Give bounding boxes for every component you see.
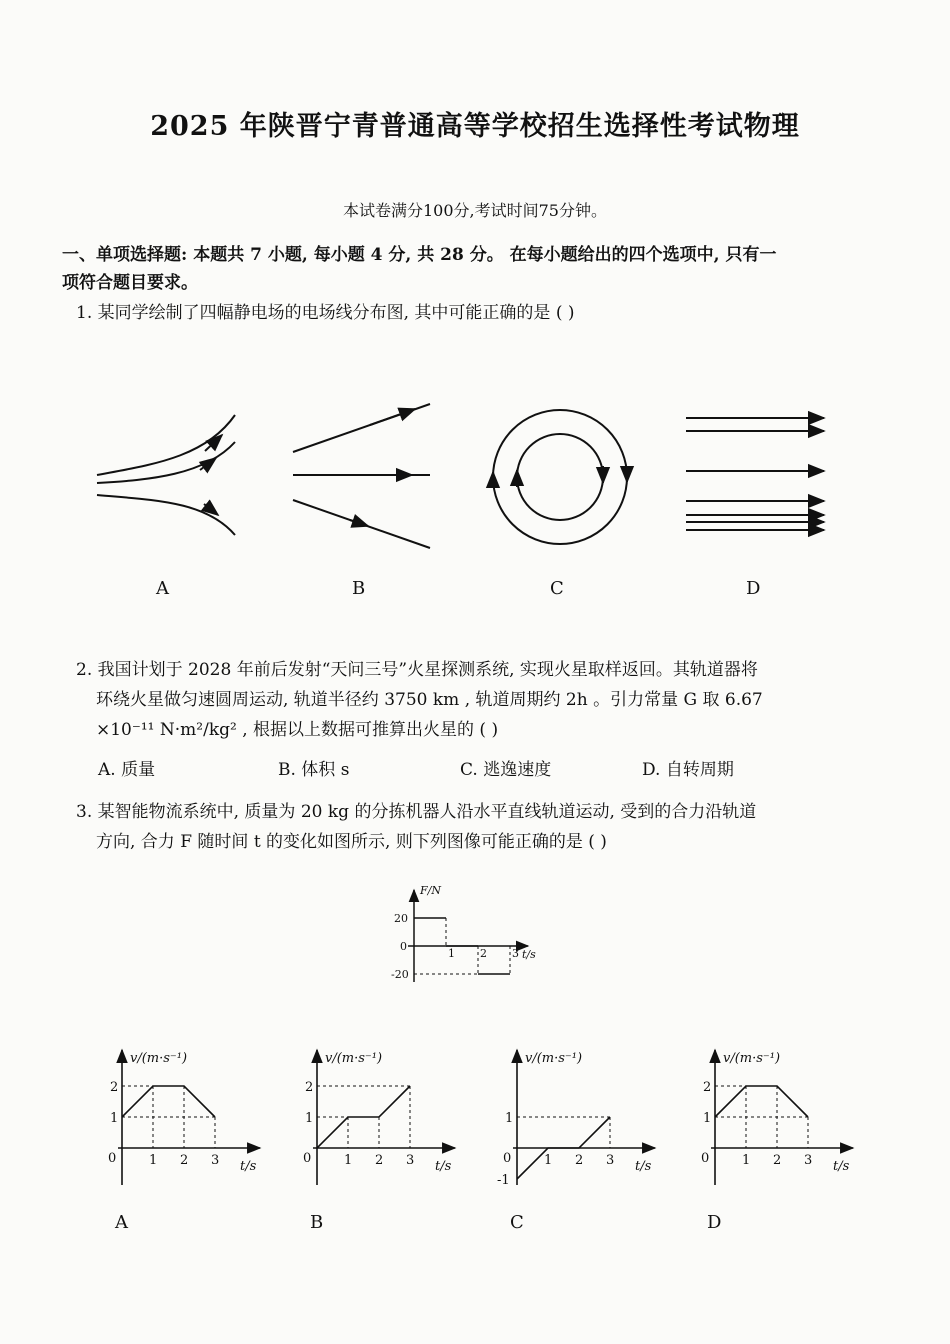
q3-stem — [76, 797, 756, 857]
ft-x-label: t/s — [522, 948, 536, 961]
section-heading-line2: 项符合题目要求。 — [62, 273, 198, 293]
ft-tick-x: 3 — [512, 947, 519, 960]
q2-option-d: D. 自转周期 — [642, 760, 734, 780]
vt-tick-y: -1 — [497, 1173, 510, 1185]
vt-tick-x: 2 — [180, 1153, 189, 1168]
vt-origin: 0 — [701, 1151, 710, 1166]
vt-graph-a — [100, 1040, 270, 1185]
vt-series — [122, 1086, 215, 1117]
q3-label-d: D — [707, 1212, 722, 1233]
vt-x-label: t/s — [833, 1159, 850, 1174]
q2-option-c: C. 逃逸速度 — [460, 760, 552, 780]
q2-option-b: B. 体积 s — [278, 760, 350, 780]
ft-y-label: F/N — [420, 884, 441, 897]
vt-y-label: v/(m·s⁻¹) — [325, 1051, 383, 1066]
q3-label-a: A — [115, 1212, 128, 1233]
vt-tick-x: 3 — [606, 1153, 615, 1168]
q2-line2: 环绕火星做匀速圆周运动, 轨道半径约 3750 km , 轨道周期约 2h 。引力常量 G 取 6.67 — [96, 690, 763, 710]
vt-tick-y: 1 — [305, 1111, 314, 1126]
vt-origin: 0 — [108, 1151, 117, 1166]
vt-tick-x: 2 — [375, 1153, 384, 1168]
ft-tick-y: 0 — [400, 940, 407, 953]
vt-tick-y: 2 — [703, 1080, 712, 1095]
q3-label-c: C — [510, 1212, 524, 1233]
vt-graph-d — [693, 1040, 863, 1185]
vt-x-label: t/s — [240, 1159, 257, 1174]
vt-tick-y: 1 — [505, 1111, 514, 1126]
vt-tick-y: 1 — [703, 1111, 712, 1126]
q1-label-a: A — [156, 578, 169, 599]
ft-tick-y: 20 — [394, 912, 408, 925]
vt-tick-y: 2 — [110, 1080, 119, 1095]
section-heading-line1: 一、单项选择题: 本题共 7 小题, 每小题 4 分, 共 28 分。 在每小题给出的四个选项中, 只有一 — [62, 245, 777, 265]
q1-label-d: D — [746, 578, 761, 599]
q1-figure-d — [686, 418, 824, 530]
vt-tick-x: 2 — [575, 1153, 584, 1168]
vt-y-label: v/(m·s⁻¹) — [723, 1051, 781, 1066]
page-title: 2025 年陕晋宁青普通高等学校招生选择性考试物理 — [150, 111, 800, 142]
vt-tick-x: 3 — [211, 1153, 220, 1168]
vt-tick-y: 1 — [110, 1111, 119, 1126]
q3-line1: 3. 某智能物流系统中, 质量为 20 kg 的分拣机器人沿水平直线轨道运动, 受到的合力沿轨道 — [76, 802, 757, 822]
q1-label-c: C — [550, 578, 564, 599]
vt-x-label: t/s — [435, 1159, 452, 1174]
q1-figure-a — [97, 415, 235, 535]
vt-y-label: v/(m·s⁻¹) — [130, 1051, 188, 1066]
vt-tick-y: 2 — [305, 1080, 314, 1095]
ft-tick-x: 1 — [448, 947, 455, 960]
vt-graph-c — [495, 1040, 665, 1185]
q1-stem: 1. 某同学绘制了四幅静电场的电场线分布图, 其中可能正确的是 ( ) — [76, 303, 575, 323]
vt-series — [715, 1086, 808, 1117]
vt-tick-x: 1 — [344, 1153, 353, 1168]
q2-stem — [76, 655, 763, 745]
vt-origin: 0 — [303, 1151, 312, 1166]
vt-y-label: v/(m·s⁻¹) — [525, 1051, 583, 1066]
vt-x-label: t/s — [635, 1159, 652, 1174]
ft-tick-x: 2 — [480, 947, 487, 960]
vt-tick-x: 1 — [742, 1153, 751, 1168]
q2-option-a: A. 质量 — [98, 760, 156, 780]
q1-figures — [0, 380, 950, 570]
q2-line1: 2. 我国计划于 2028 年前后发射“天问三号”火星探测系统, 实现火星取样返回。其轨道器将 — [76, 660, 758, 680]
exam-info: 本试卷满分100分,考试时间75分钟。 — [343, 201, 607, 220]
q1-figure-b — [293, 404, 430, 548]
q2-line3: ×10⁻¹¹ N·m²/kg² , 根据以上数据可推算出火星的 ( ) — [96, 720, 499, 740]
vt-origin: 0 — [503, 1151, 512, 1166]
vt-tick-x: 3 — [406, 1153, 415, 1168]
vt-graph-b — [295, 1040, 465, 1185]
q1-label-b: B — [352, 578, 366, 599]
ft-tick-y: -20 — [391, 968, 409, 981]
q3-label-b: B — [310, 1212, 324, 1233]
vt-tick-x: 2 — [773, 1153, 782, 1168]
q3-line2: 方向, 合力 F 随时间 t 的变化如图所示, 则下列图像可能正确的是 ( ) — [96, 832, 607, 852]
vt-tick-x: 3 — [804, 1153, 813, 1168]
section-heading — [62, 241, 862, 297]
force-time-graph — [370, 880, 560, 990]
q1-figure-c — [493, 410, 627, 544]
vt-tick-x: 1 — [544, 1153, 553, 1168]
vt-tick-x: 1 — [149, 1153, 158, 1168]
